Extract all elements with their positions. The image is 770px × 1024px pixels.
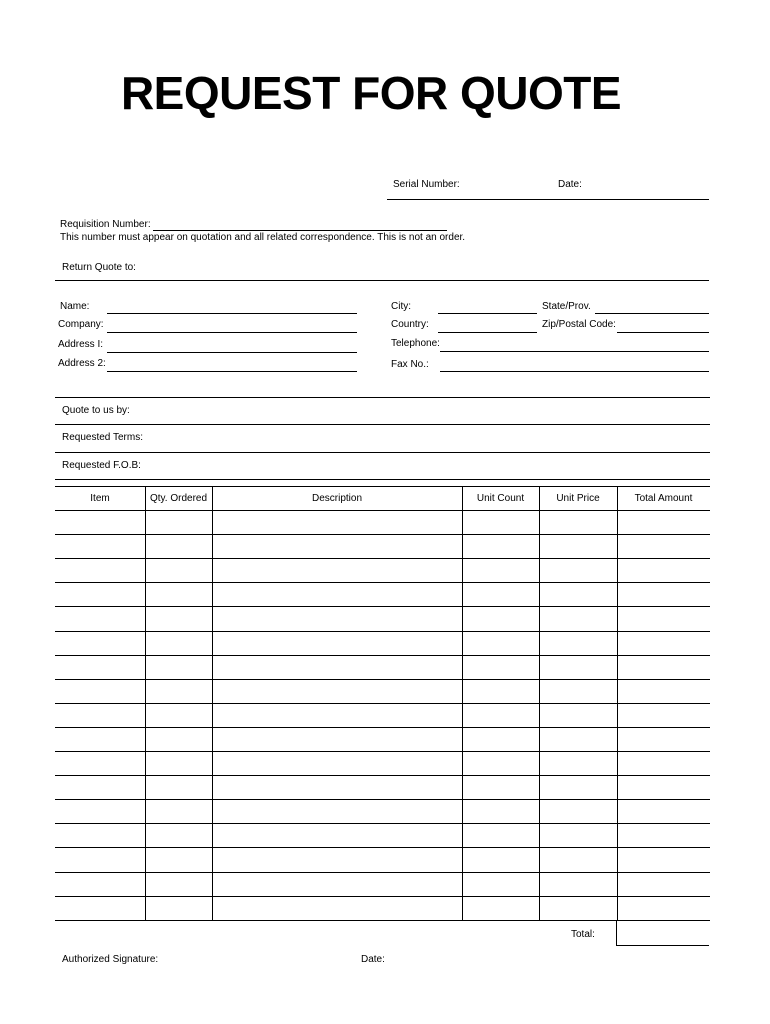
address1-field[interactable]: [107, 352, 357, 353]
table-row[interactable]: [55, 679, 710, 680]
column-header-item: Item: [90, 493, 110, 504]
fax-field[interactable]: [440, 371, 709, 372]
state-label: State/Prov.: [542, 301, 591, 312]
total-box-left: [616, 921, 617, 945]
quote-by-label: Quote to us by:: [62, 405, 130, 416]
table-top-border: [55, 486, 710, 487]
table-row[interactable]: [55, 920, 710, 921]
table-row[interactable]: [55, 847, 710, 848]
return-quote-label: Return Quote to:: [62, 262, 136, 273]
address1-label: Address I:: [58, 339, 104, 350]
requested-terms-field[interactable]: [55, 452, 710, 453]
table-row[interactable]: [55, 751, 710, 752]
table-row[interactable]: [55, 872, 710, 873]
signature-date-label: Date:: [361, 954, 385, 965]
telephone-label: Telephone:: [391, 338, 440, 349]
column-header-total-amount: Total Amount: [634, 493, 693, 504]
table-row[interactable]: [55, 727, 710, 728]
table-row[interactable]: [55, 631, 710, 632]
requested-terms-label: Requested Terms:: [62, 432, 143, 443]
state-field[interactable]: [595, 313, 709, 314]
telephone-field[interactable]: [440, 351, 709, 352]
table-row[interactable]: [55, 582, 710, 583]
table-row[interactable]: [55, 896, 710, 897]
total-label: Total:: [571, 929, 595, 940]
country-field[interactable]: [438, 332, 537, 333]
requisition-note: This number must appear on quotation and all related correspondence. This is not an order.: [60, 232, 466, 243]
company-label: Company:: [58, 319, 104, 330]
serial-number-label: Serial Number:: [393, 179, 460, 190]
table-row[interactable]: [55, 558, 710, 559]
return-quote-divider: [55, 280, 709, 281]
city-field[interactable]: [438, 313, 537, 314]
zip-label: Zip/Postal Code:: [542, 319, 616, 330]
requested-fob-label: Requested F.O.B:: [62, 460, 141, 471]
country-label: Country:: [391, 319, 429, 330]
column-header-description: Description: [311, 493, 363, 504]
authorized-signature-label: Authorized Signature:: [62, 954, 159, 965]
column-header-unit-price: Unit Price: [556, 493, 600, 504]
quote-by-field[interactable]: [55, 424, 710, 425]
serial-date-field[interactable]: [387, 199, 709, 200]
table-row[interactable]: [55, 823, 710, 824]
table-row[interactable]: [55, 799, 710, 800]
table-header-divider: [55, 510, 710, 511]
total-field[interactable]: [616, 945, 709, 946]
table-row[interactable]: [55, 703, 710, 704]
fax-label: Fax No.:: [391, 359, 429, 370]
terms-divider-top: [55, 397, 710, 398]
city-label: City:: [391, 301, 411, 312]
requisition-number-label: Requisition Number:: [60, 219, 151, 230]
page-title: REQUEST FOR QUOTE: [120, 67, 622, 119]
address2-field[interactable]: [107, 371, 357, 372]
company-field[interactable]: [107, 332, 357, 333]
requested-fob-field[interactable]: [55, 479, 710, 480]
column-header-qty: Qty. Ordered: [149, 493, 208, 504]
name-field[interactable]: [107, 313, 357, 314]
table-row[interactable]: [55, 606, 710, 607]
requisition-number-field[interactable]: [153, 230, 447, 231]
table-row[interactable]: [55, 775, 710, 776]
table-row[interactable]: [55, 534, 710, 535]
serial-date-label: Date:: [558, 179, 582, 190]
table-row[interactable]: [55, 655, 710, 656]
column-header-unit-count: Unit Count: [476, 493, 525, 504]
zip-field[interactable]: [617, 332, 709, 333]
name-label: Name:: [60, 301, 90, 312]
address2-label: Address 2:: [58, 358, 106, 369]
